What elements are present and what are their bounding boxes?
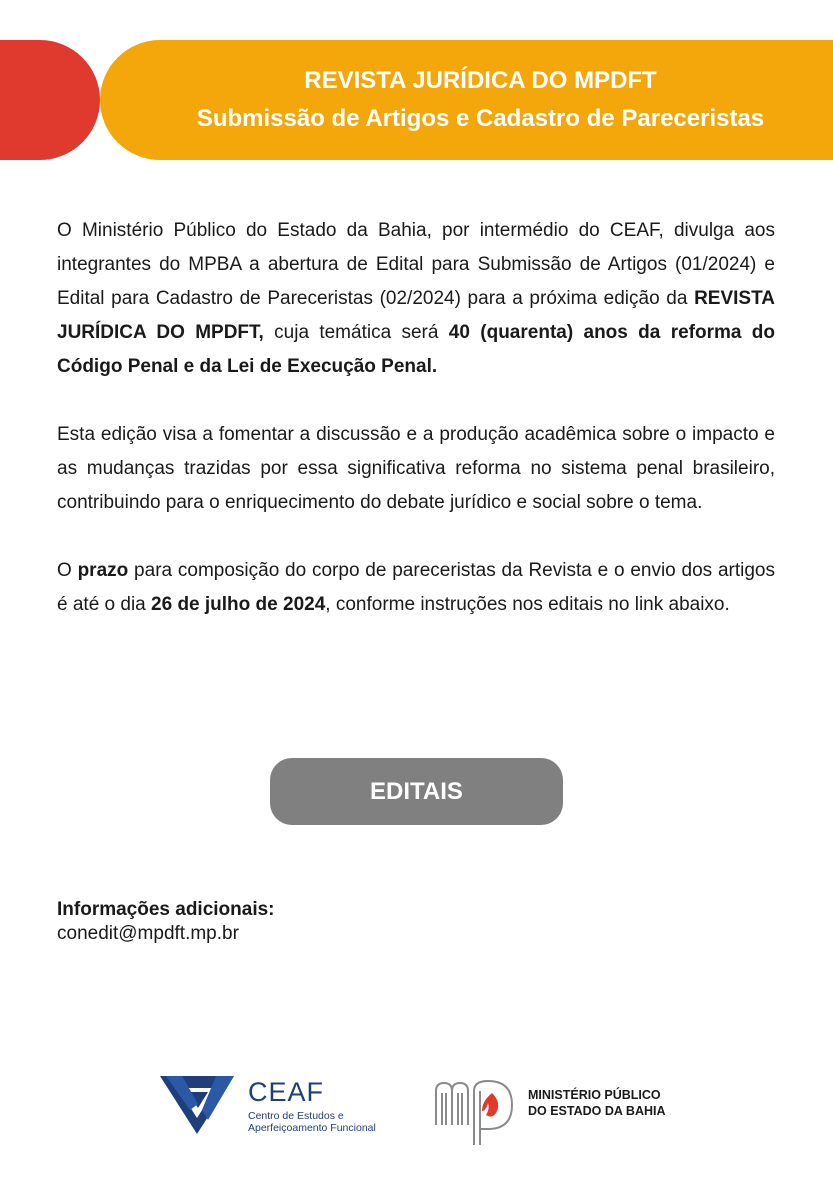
ceaf-logo [158, 1068, 403, 1138]
ceaf-wordmark: CEAF [248, 1077, 325, 1107]
contact-email[interactable]: conedit@mpdft.mp.br [57, 923, 239, 944]
ceaf-subtitle: Centro de Estudos e Aperfeiçoamento Funcional [248, 1110, 376, 1134]
mpba-logo [432, 1075, 692, 1147]
editais-button[interactable]: EDITAIS [270, 758, 563, 825]
header-red-shape [0, 40, 100, 160]
header-subtitle: Submissão de Artigos e Cadastro de Pareceristas [196, 105, 765, 132]
announcement-body [57, 214, 775, 622]
ceaf-triangle-logo-icon [158, 1070, 236, 1136]
paragraph-purpose: Esta edição visa a fomentar a discussão e a produção acadêmica sobre o impacto e as mudanças trazidas por essa significativa reforma no sistema penal brasileiro, contribuindo para o enriquecimento do debate jurídico e social sobre o tema. [57, 424, 775, 513]
header-text [128, 62, 833, 138]
additional-info [57, 898, 275, 946]
header-title: REVISTA JURÍDICA DO MPDFT [304, 67, 657, 94]
paragraph-deadline: O prazo para composição do corpo de pareceristas da Revista e o envio dos artigos é até o dia 26 de julho de 2024, conforme instruções nos editais no link abaixo. [57, 560, 775, 615]
mp-flame-logo-icon [432, 1075, 518, 1147]
info-title: Informações adicionais: [57, 899, 275, 920]
paragraph-intro: O Ministério Público do Estado da Bahia, por intermédio do CEAF, divulga aos integrantes do MPBA a abertura de Edital para Submissão de Artigos (01/2024) e Edital para Cadastro de Pareceristas (02/2024) para a próxima edição da REVISTA JURÍDICA DO MPDFT, cuja temática será 40 (quarenta) anos da reforma do Código Penal e da Lei de Execução Penal. [57, 220, 775, 377]
mpba-name: MINISTÉRIO PÚBLICO DO ESTADO DA BAHIA [528, 1088, 666, 1118]
